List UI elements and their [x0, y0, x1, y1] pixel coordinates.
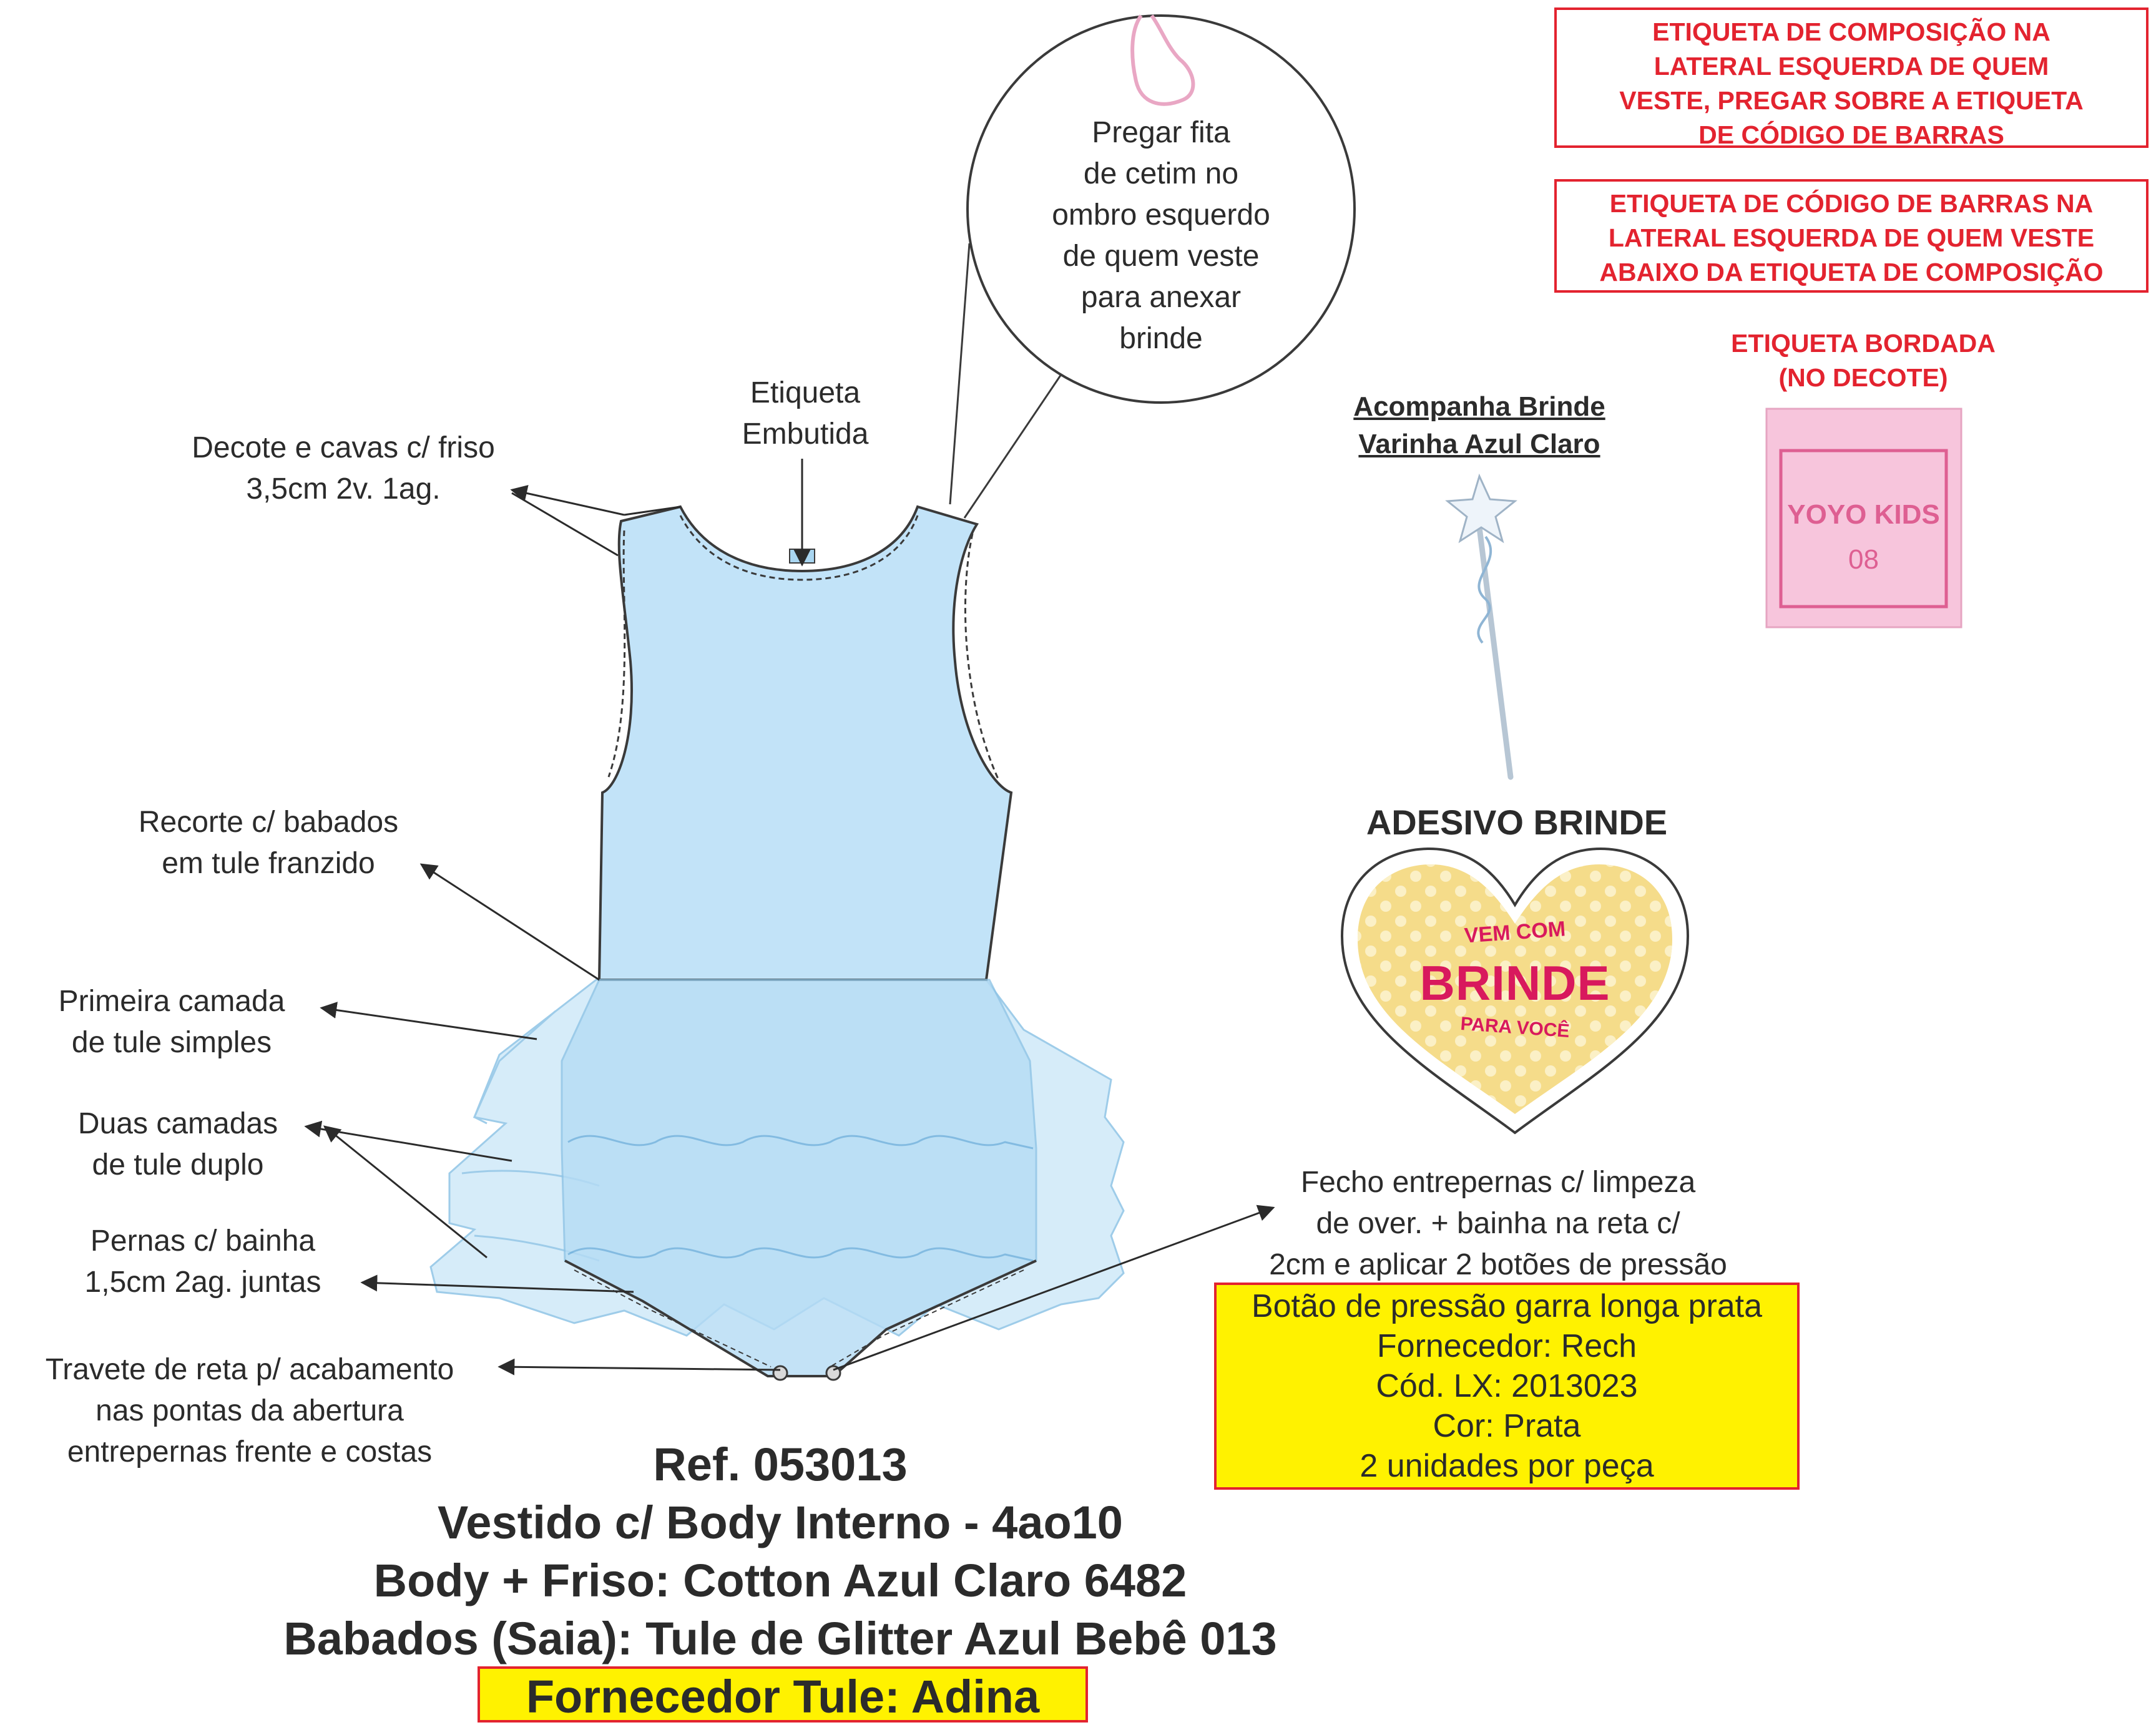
- embroidered-size: 08: [1848, 544, 1879, 575]
- ribbon-note-line: brinde: [1119, 322, 1203, 355]
- ruffle-fabric: Babados (Saia): Tule de Glitter Azul Bebê 013: [283, 1613, 1277, 1664]
- box-line: LATERAL ESQUERDA DE QUEM VESTE: [1608, 223, 2095, 252]
- embroidered-brand: YOYO KIDS: [1787, 499, 1940, 530]
- leader-line: [950, 243, 969, 504]
- neckline-note: [181, 428, 506, 510]
- embedded-label-note: [705, 373, 905, 455]
- note-line: de tule duplo: [92, 1148, 264, 1181]
- note-line: Primeira camada: [58, 985, 285, 1018]
- box-line: ETIQUETA DE COMPOSIÇÃO NA: [1652, 17, 2051, 46]
- ribbon-note: [1011, 112, 1311, 359]
- ribbon-note-line: de quem veste: [1062, 240, 1260, 273]
- box-line: ABAIXO DA ETIQUETA DE COMPOSIÇÃO: [1599, 258, 2104, 286]
- note-line: em tule franzido: [162, 847, 375, 880]
- spec-line: 2 unidades por peça: [1360, 1448, 1654, 1484]
- note-line: 1,5cm 2ag. juntas: [84, 1266, 321, 1299]
- note-line: Recorte c/ babados: [138, 806, 399, 839]
- note-line: Decote e cavas c/ friso: [192, 431, 495, 464]
- wand-icon: [1448, 476, 1515, 777]
- note-line: Travete de reta p/ acabamento: [45, 1353, 454, 1386]
- two-layers-note: [50, 1103, 306, 1186]
- spec-line: Botão de pressão garra longa prata: [1251, 1288, 1763, 1324]
- snap-button-icon: [773, 1366, 787, 1380]
- title-line: ETIQUETA BORDADA: [1731, 329, 1996, 358]
- sticker-title: ADESIVO BRINDE: [1366, 803, 1668, 842]
- ribbon-note-line: ombro esquerdo: [1052, 198, 1270, 232]
- title-line: Varinha Azul Claro: [1358, 429, 1600, 459]
- note-line: Fecho entrepernas c/ limpeza: [1300, 1166, 1696, 1199]
- note-line: Duas camadas: [77, 1107, 278, 1140]
- note-line: 3,5cm 2v. 1ag.: [246, 472, 441, 506]
- title-line: Acompanha Brinde: [1353, 391, 1605, 422]
- title-line: (NO DECOTE): [1778, 363, 1948, 392]
- barcode-label-box: [1554, 179, 2149, 293]
- reference-number: Ref. 053013: [653, 1439, 908, 1490]
- sticker-top-text: VEM COM: [1463, 917, 1567, 948]
- sticker-main-text: BRINDE: [1419, 955, 1610, 1010]
- bodysuit: [599, 507, 1011, 980]
- note-line: Pernas c/ bainha: [90, 1224, 316, 1258]
- box-line: ETIQUETA DE CÓDIGO DE BARRAS NA: [1609, 189, 2094, 218]
- reference-title-block: [187, 1435, 1373, 1668]
- note-line: de over. + bainha na reta c/: [1316, 1207, 1680, 1240]
- note-line: entrepernas frente e costas: [67, 1435, 433, 1468]
- note-line: Embutida: [742, 418, 869, 451]
- spec-line: Cód. LX: 2013023: [1376, 1368, 1638, 1404]
- note-line: nas pontas da abertura: [96, 1394, 404, 1427]
- note-line: de tule simples: [71, 1026, 272, 1059]
- ruffle-cut-note: [119, 802, 418, 884]
- tulle-supplier: Fornecedor Tule: Adina: [478, 1666, 1088, 1723]
- box-line: DE CÓDIGO DE BARRAS: [1698, 120, 2004, 149]
- ribbon-note-line: Pregar fita: [1092, 116, 1230, 149]
- composition-label-box: [1554, 7, 2149, 148]
- first-layer-note: [37, 981, 306, 1063]
- wand-gift-title: [1305, 388, 1654, 463]
- box-line: LATERAL ESQUERDA DE QUEM: [1654, 52, 2049, 81]
- crotch-note: [1217, 1162, 1779, 1286]
- leader-line: [964, 374, 1061, 518]
- spec-line: Cor: Prata: [1433, 1408, 1581, 1444]
- ribbon-note-line: de cetim no: [1083, 157, 1239, 190]
- ribbon-note-line: para anexar: [1080, 281, 1242, 314]
- legs-note: [53, 1221, 353, 1303]
- product-name: Vestido c/ Body Interno - 4ao10: [438, 1497, 1123, 1548]
- sticker-bottom-text: PARA VOCÊ: [1459, 1013, 1570, 1042]
- body-fabric: Body + Friso: Cotton Azul Claro 6482: [373, 1555, 1187, 1606]
- embroidered-label-title: [1685, 326, 2041, 395]
- note-line: Etiqueta: [750, 376, 861, 409]
- box-line: VESTE, PREGAR SOBRE A ETIQUETA: [1619, 86, 2084, 115]
- spec-line: Fornecedor: Rech: [1376, 1328, 1637, 1364]
- note-line: 2cm e aplicar 2 botões de pressão: [1269, 1248, 1727, 1281]
